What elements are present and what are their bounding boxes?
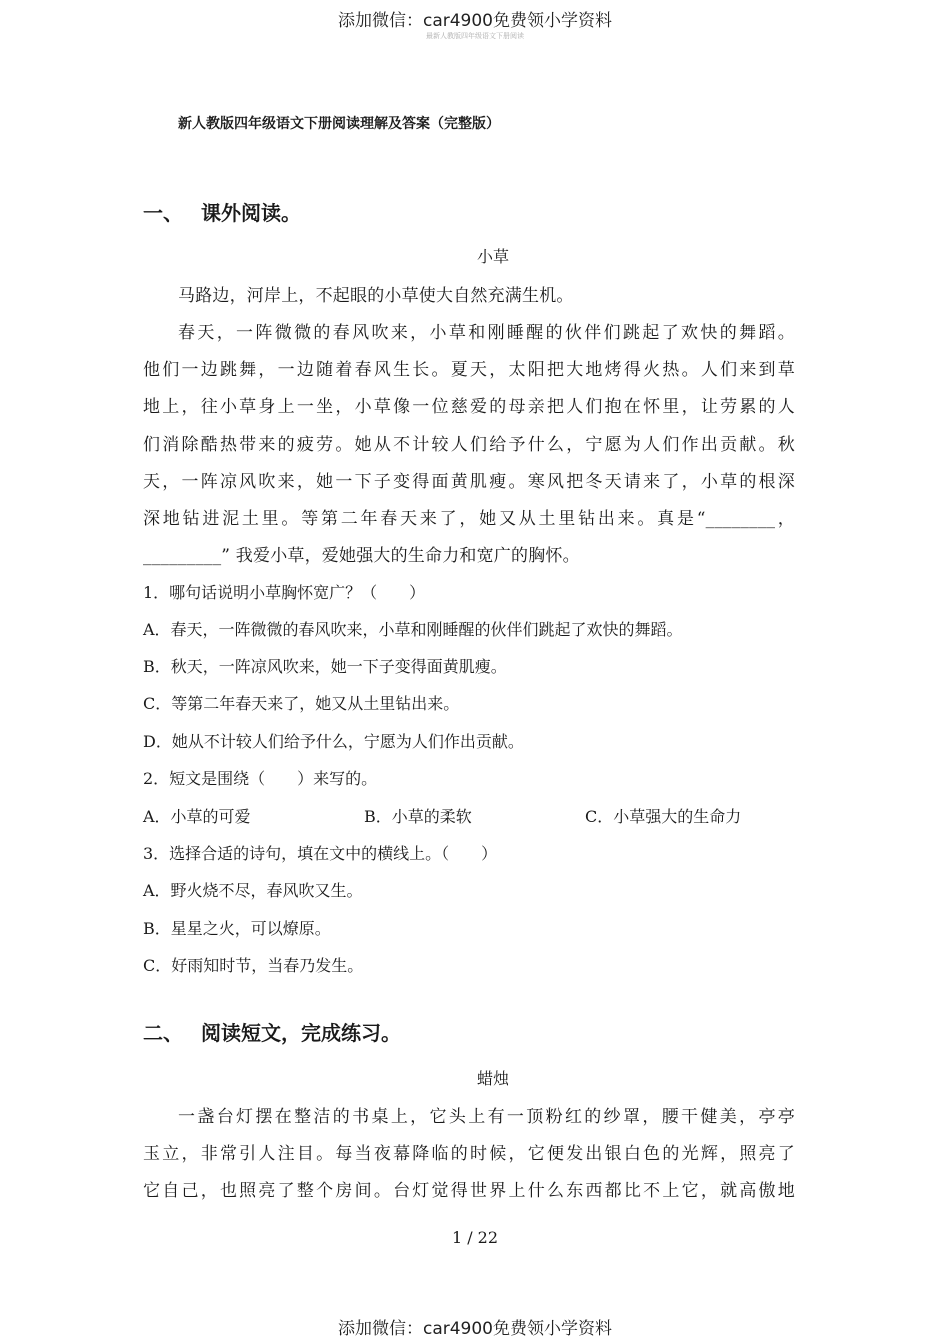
option-d: D．她从不计较人们给予什么，宁愿为人们作出贡献。 [143, 732, 524, 751]
passage-title: 小草 [476, 247, 509, 266]
passage-line: 一盏台灯摆在整洁的书桌上，它头上有一顶粉红的纱罩，腰干健美，亭亭 [178, 1107, 795, 1127]
passage-title: 蜡烛 [476, 1069, 509, 1088]
option-b: B．小草的柔软 [364, 807, 472, 826]
passage-line: 地上，往小草身上一坐，小草像一位慈爱的母亲把人们抱在怀里，让劳累的人 [143, 397, 795, 417]
document-title: 新人教版四年级语文下册阅读理解及答案（完整版） [178, 116, 500, 132]
passage-line: 他们一边跳舞，一边随着春风生长。夏天，太阳把大地烤得火热。人们来到草 [143, 360, 795, 380]
option-a: A．小草的可爱 [143, 807, 251, 826]
option-b: B．星星之火，可以燎原。 [143, 919, 331, 938]
section-heading-1 [143, 197, 301, 226]
passage-line: 马路边，河岸上，不起眼的小草使大自然充满生机。 [178, 286, 574, 306]
option-c: C．好雨知时节，当春乃发生。 [143, 956, 364, 975]
section-number: 一、 [143, 201, 183, 225]
question-2: 2．短文是围绕（ ）来写的。 [143, 769, 378, 788]
question-1: 1．哪句话说明小草胸怀宽广？（ ） [143, 583, 426, 602]
question-3: 3．选择合适的诗句，填在文中的横线上。（ ） [143, 844, 498, 863]
option-a: A．春天，一阵微微的春风吹来，小草和刚睡醒的伙伴们跳起了欢快的舞蹈。 [143, 620, 683, 639]
passage-line: 天，一阵凉风吹来，她一下子变得面黄肌瘦。寒风把冬天请来了，小草的根深 [143, 472, 795, 492]
option-c: C．小草强大的生命力 [585, 807, 742, 826]
watermark-top: 添加微信：car4900免费领小学资料 [337, 11, 613, 31]
section-heading-2 [143, 1017, 401, 1046]
page-number: 1 / 22 [451, 1228, 499, 1247]
option-a: A．野火烧不尽，春风吹又生。 [143, 881, 363, 900]
option-c: C．等第二年春天来了，她又从土里钻出来。 [143, 694, 460, 713]
passage-line: 玉立，非常引人注目。每当夜幕降临的时候，它便发出银白色的光辉，照亮了 [143, 1144, 795, 1164]
section-title: 课外阅读。 [201, 201, 301, 225]
passage-line: 它自己，也照亮了整个房间。台灯觉得世界上什么东西都比不上它，就高傲地 [143, 1181, 795, 1201]
passage-line: 深地钻进泥土里。等第二年春天来了，她又从土里钻出来。真是“________， [143, 509, 795, 529]
watermark-bottom: 添加微信：car4900免费领小学资料 [337, 1319, 613, 1339]
option-b: B．秋天，一阵凉风吹来，她一下子变得面黄肌瘦。 [143, 657, 507, 676]
passage-line: 们消除酷热带来的疲劳。她从不计较人们给予什么，宁愿为人们作出贡献。秋 [143, 435, 795, 455]
passage-line: 春天，一阵微微的春风吹来，小草和刚睡醒的伙伴们跳起了欢快的舞蹈。 [178, 323, 795, 343]
passage-line: _________” 我爱小草，爱她强大的生命力和宽广的胸怀。 [143, 546, 580, 566]
section-title: 阅读短文，完成练习。 [201, 1021, 401, 1045]
section-number: 二、 [143, 1021, 183, 1045]
faint-header: 最新人教版四年级语文下册阅读 [426, 32, 524, 40]
